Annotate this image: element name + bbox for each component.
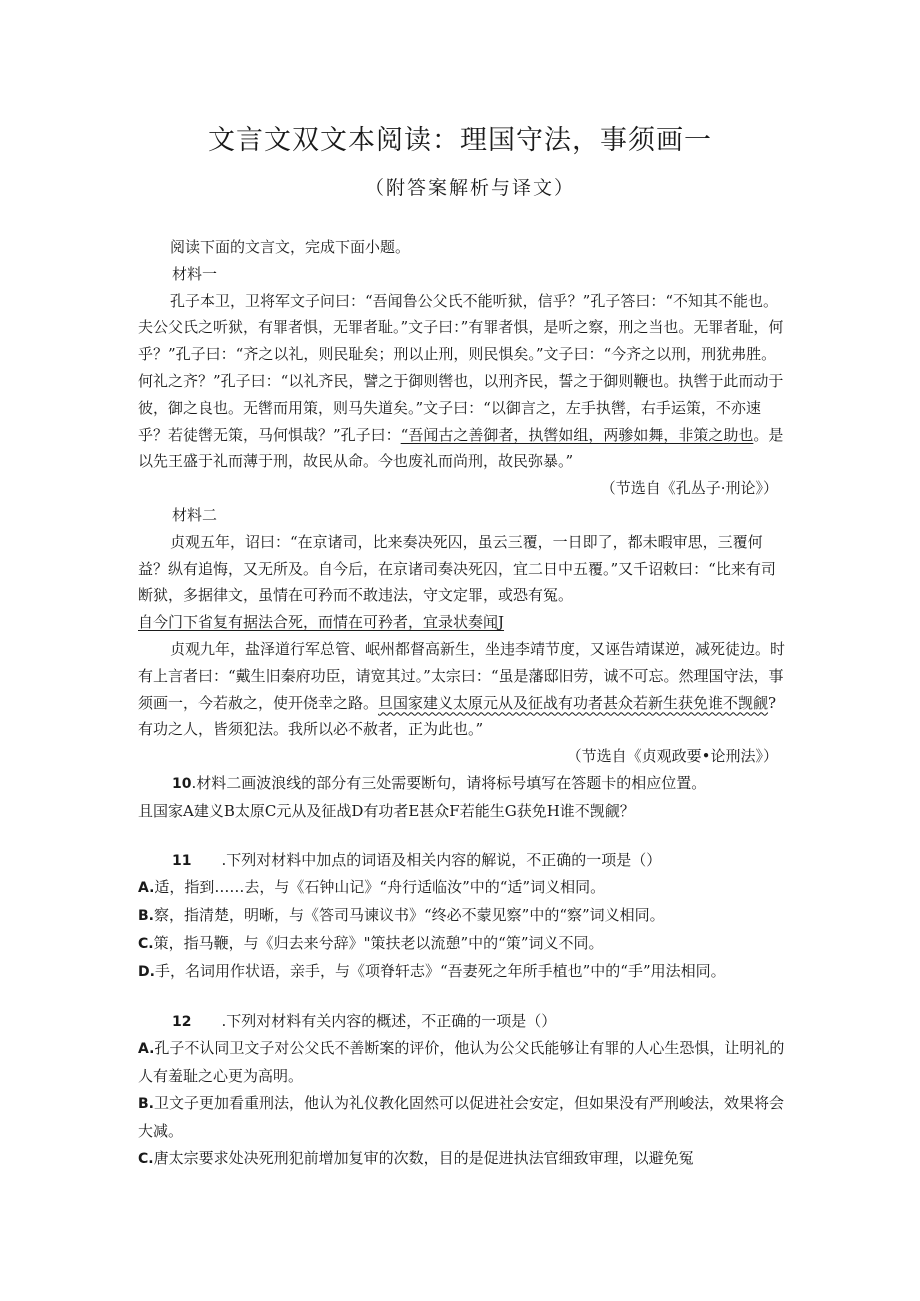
page-title: 文言文双文本阅读：理国守法，事须画一 — [208, 125, 712, 156]
question-12-option-c — [138, 1145, 788, 1173]
material-1-underlined: “吾闻古之善御者，执辔如组，两骖如舞，非策之助也 — [400, 425, 754, 444]
option-letter: A. — [138, 1041, 155, 1058]
material-2-wavy-underlined: 旦国家建义太原元从及征战有功者甚众若新生获免谁不觊觎 — [378, 693, 769, 712]
material-1-label: 材料一 — [172, 264, 218, 283]
option-letter: C. — [138, 1150, 154, 1167]
option-text: 手，名词用作状语，亲手，与《项脊轩志》“吾妻死之年所手植也”中的“手”用法相同。 — [154, 961, 726, 980]
question-12 — [138, 1008, 788, 1036]
page-subtitle: （附答案解析与译文） — [364, 177, 575, 199]
question-12-option-a — [138, 1035, 788, 1090]
material-2-underlined: 自今门下省复有据法合死，而情在可矜者，宜录状奏闻J — [138, 613, 505, 632]
question-11-option-d — [138, 958, 788, 986]
option-text: 孔子不认同卫文子对公父氏不善断案的评价，他认为公父氏能够让有罪的人心生恐惧，让明礼的人有羞耻之心更为高明。 — [138, 1039, 785, 1086]
option-letter: A. — [138, 880, 155, 897]
option-text: 适，指到……去，与《石钟山记》“舟行适临汝”中的“适”词义相同。 — [154, 878, 606, 897]
question-11-prompt: .下列对材料中加点的词语及相关内容的解说，不正确的一项是（） — [221, 850, 662, 869]
material-2-para-2-text: 贞观九年，盐泽道行军总管、岷州都督高新生，坐违李靖节度，又诬告靖谋逆，减死徒边。时有上言者曰：“戴生旧秦府功臣，请宽其过。”太宗曰：“虽是藩邸旧劳，诚不可忘。然理国守法，事须画一，今若赦之，使开侥幸之路。 — [138, 639, 786, 712]
question-10-prompt: .材料二画波浪线的部分有三处需要断句，请将标号填写在答题卡的相应位置。 — [191, 773, 707, 792]
option-letter: B. — [138, 908, 154, 925]
material-2-source: （节选自《贞观政要•论刑法》） — [566, 747, 778, 766]
material-1-text-main: 孔子本卫，卫将军文子问曰：“吾闻鲁公父氏不能听狱，信乎？”孔子答曰：“不知其不能也。夫公父氏之听狱，有罪者惧，无罪者耻。”文子曰：”有罪者惧，是听之察，刑之当也。无罪者耻，何乎？”孔子曰：“齐之以礼，则民耻矣；刑以止刑，则民惧矣。”文子曰：“今齐之以刑，刑犹弗胜。何礼之齐？”孔子曰：“以礼齐民，譬之于御则辔也，以刑齐民，誓之于御则鞭也。执辔于此而动于彼，御之良也。无辔而用策，则马失道矣。”文子曰：“以御言之，左手执辔，右手运策，不亦速乎？若徒辔无策，马何惧哉？”孔子曰： — [138, 291, 784, 444]
question-11 — [138, 847, 788, 875]
question-11-option-a — [138, 874, 788, 902]
material-1-text — [138, 288, 788, 476]
question-10 — [138, 770, 788, 798]
question-11-option-b — [138, 902, 788, 930]
question-12-prompt: .下列对材料有关内容的概述，不正确的一项是（） — [221, 1011, 557, 1030]
option-text: 策，指马鞭，与《归去来兮辞》"策扶老以流憩”中的“策”词义不同。 — [153, 933, 604, 952]
material-2-para-2-end: ?有功之人，皆须犯法。我所以必不赦者，正为此也。” — [138, 693, 777, 739]
material-2-para-2 — [138, 636, 788, 743]
option-text: 卫文子更加看重刑法，他认为礼仪教化固然可以促进社会安定，但如果没有严刑峻法，效果将会大减。 — [138, 1093, 785, 1140]
question-10-detail: 且国家A建义B太原C元从及征战D有功者E甚众F若能生G获免H谁不觊觎？ — [138, 801, 635, 820]
option-letter: C. — [138, 935, 154, 952]
question-10-number: 10 — [172, 775, 192, 792]
material-2-para-1-text: 贞观五年，诏曰：“在京诸司，比来奏决死囚，虽云三覆，一日即了，都未暇审思，三覆何益？纵有追悔，又无所及。自今后，在京诸司奏决死囚，宜二日中五覆。”又千诏敕曰：“比来有司断狱，多据律文，虽情在可矜而不敢违法，守文定罪，或恐有冤。 — [138, 532, 776, 605]
material-1-text-end: 。是以先王盛于礼而薄于刑，故民从命。今也废礼而尚刑，故民弥暴。” — [138, 425, 784, 471]
instructions: 阅读下面的文言文，完成下面小题。 — [170, 238, 411, 256]
material-2-para-1 — [138, 529, 788, 636]
option-letter: D. — [138, 963, 155, 980]
material-2-label: 材料二 — [172, 505, 218, 524]
option-text: 唐太宗要求处决死刑犯前增加复审的次数，目的是促进执法官细致审理，以避免冤 — [153, 1148, 694, 1167]
question-12-option-b — [138, 1090, 788, 1145]
option-text: 察，指清楚，明晰，与《答司马谏议书》“终必不蒙见察”中的“察”词义相同。 — [154, 906, 665, 925]
question-12-number: 12 — [172, 1013, 192, 1030]
option-letter: B. — [138, 1095, 154, 1112]
question-11-option-c — [138, 930, 788, 958]
material-1-source: （节选自《孔丛子·刑论》） — [600, 479, 778, 498]
document-body — [138, 234, 788, 1172]
question-11-number: 11 — [172, 852, 192, 869]
